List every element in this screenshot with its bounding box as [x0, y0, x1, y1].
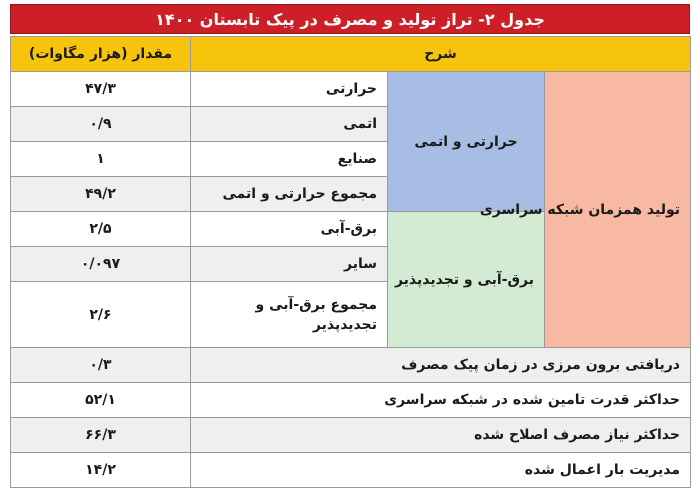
row-value: ۲/۵ — [11, 212, 191, 247]
row-value: ۱ — [11, 142, 191, 177]
row-value: ۴۹/۲ — [11, 177, 191, 212]
group-national-grid: تولید همزمان شبکه سراسری — [545, 72, 691, 348]
summary-label: دریافتی برون مرزی در زمان پیک مصرف — [191, 348, 691, 383]
summary-label: حداکثر قدرت تامین شده در شبکه سراسری — [191, 383, 691, 418]
summary-value: ۰/۳ — [11, 348, 191, 383]
summary-label: مدیریت بار اعمال شده — [191, 453, 691, 488]
summary-row — [11, 453, 691, 488]
row-label: مجموع برق-آبی و تجدیدپذیر — [191, 282, 388, 348]
production-consumption-table — [10, 36, 691, 488]
row-value: ۴۷/۳ — [11, 72, 191, 107]
header-amount: مقدار (هزار مگاوات) — [11, 37, 191, 72]
row-value: ۰/۹ — [11, 107, 191, 142]
row-label: صنایع — [191, 142, 388, 177]
table-row — [11, 72, 691, 107]
table-container — [10, 4, 690, 492]
header-row — [11, 37, 691, 72]
summary-row — [11, 348, 691, 383]
group-hydro-renewable: برق-آبی و تجدیدپذیر — [388, 212, 545, 348]
summary-value: ۱۴/۲ — [11, 453, 191, 488]
row-label: حرارتی — [191, 72, 388, 107]
row-label: اتمی — [191, 107, 388, 142]
row-value: ۲/۶ — [11, 282, 191, 348]
summary-value: ۵۲/۱ — [11, 383, 191, 418]
row-label: مجموع حرارتی و اتمی — [191, 177, 388, 212]
summary-label: حداکثر نیاز مصرف اصلاح شده — [191, 418, 691, 453]
header-description: شرح — [191, 37, 691, 72]
row-label: برق-آبی — [191, 212, 388, 247]
row-label: سایر — [191, 247, 388, 282]
row-value: ۰/۰۹۷ — [11, 247, 191, 282]
group-thermal-nuclear: حرارتی و اتمی — [388, 72, 545, 212]
summary-row — [11, 418, 691, 453]
summary-row — [11, 383, 691, 418]
table-title: جدول ۲- تراز تولید و مصرف در پیک تابستان ۱۴۰۰ — [10, 4, 690, 34]
summary-value: ۶۶/۳ — [11, 418, 191, 453]
